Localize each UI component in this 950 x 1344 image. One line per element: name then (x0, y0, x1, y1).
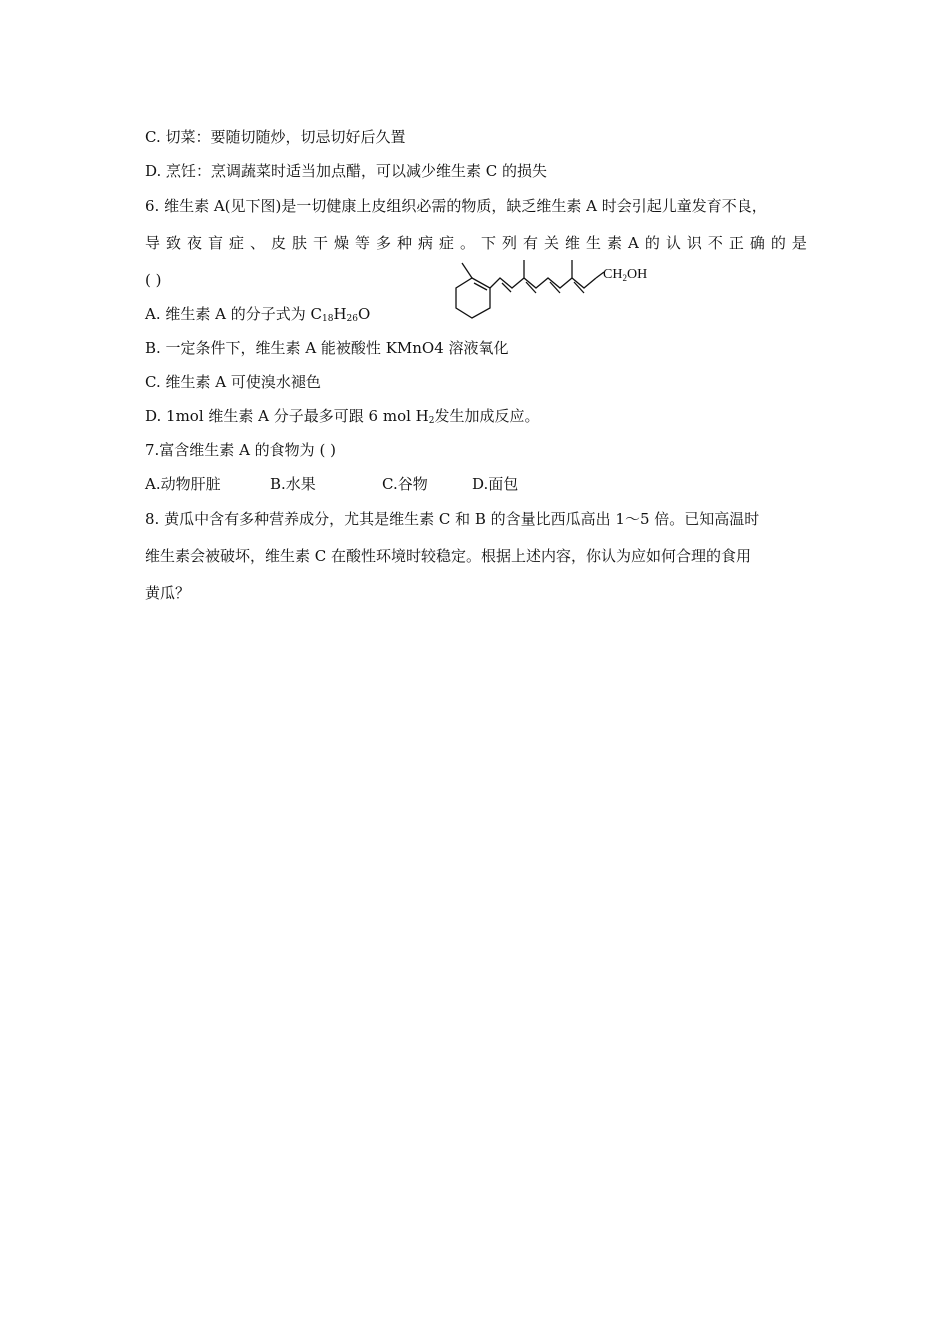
vitamin-a-structure (440, 250, 680, 325)
q6-stem-line2-char: 认 (665, 234, 681, 252)
q6-option-b: B. 一定条件下，维生素 A 能被酸性 KMnO4 溶液氧化 (145, 339, 509, 357)
q8-line2: 维生素会被破坏，维生素 C 在酸性环境时较稳定。根据上述内容，你认为应如何合理的食用 (145, 547, 752, 565)
chain-double-bond-1 (502, 283, 511, 292)
ring-methyl (462, 263, 472, 278)
q6-option-c: C. 维生素 A 可使溴水褪色 (145, 373, 321, 391)
q6-stem-line2-char: 盲 (208, 234, 224, 252)
q6-stem-line2-char: 种 (397, 234, 413, 252)
q5-option-d: D. 烹饪：烹调蔬菜时适当加点醋，可以减少维生素 C 的损失 (145, 162, 548, 180)
q6-stem-line2-char: 皮 (271, 234, 287, 252)
q6-stem-line2-char: 是 (791, 234, 807, 252)
q6-stem-line2-char: 导 (145, 234, 161, 252)
q6-stem-line2-char: 下 (481, 234, 497, 252)
q6-stem-line1: 6. 维生素 A(见下图)是一切健康上皮组织必需的物质，缺乏维生素 A 时会引起儿童发育不良， (145, 197, 767, 215)
q6-stem-line2-char: 不 (707, 234, 723, 252)
q6-option-a: A. 维生素 A 的分子式为 $C_{18}H_{26}O$ (145, 305, 371, 324)
q6-stem-line2-char: 夜 (187, 234, 203, 252)
q6-stem-line2-char: 列 (502, 234, 518, 252)
q7-stem: 7.富含维生素 A 的食物为 ( ) (145, 441, 336, 459)
q6-stem-line2-char: 关 (544, 234, 560, 252)
q6-stem-line2-char: 识 (686, 234, 702, 252)
q6-stem-line2-char: 确 (749, 234, 765, 252)
ch2oh-label: $CH_2OH$ (603, 267, 648, 283)
q7-option-c: C.谷物 (382, 475, 428, 493)
q6-stem-line2-char: 等 (355, 234, 371, 252)
q6-stem-line2-char: 。 (460, 234, 476, 252)
q8-line3: 黄瓜？ (145, 584, 191, 602)
q7-option-b: B.水果 (270, 475, 316, 493)
q6-stem-line2-char: 干 (313, 234, 329, 252)
q8-line1: 8. 黄瓜中含有多种营养成分，尤其是维生素 C 和 B 的含量比西瓜高出 1～5 倍。已知高温时 (145, 510, 760, 528)
q6-stem-line2-char: 多 (376, 234, 392, 252)
q6-stem-line2-char: 、 (250, 234, 266, 252)
q6-stem-line2-char: A (628, 234, 639, 252)
q6-stem-line2-char: 正 (728, 234, 744, 252)
q6-option-d: D. 1mol 维生素 A 分子最多可跟 6 mol $H_2$发生加成反应。 (145, 407, 540, 426)
q6-stem-line2-char: 的 (770, 234, 786, 252)
q6-stem-line2-char: 有 (523, 234, 539, 252)
q6-stem-line2-char: 肤 (292, 234, 308, 252)
q5-option-c: C. 切菜：要随切随炒，切忌切好后久置 (145, 128, 406, 146)
q6-answer-blank: ( ) (145, 271, 162, 289)
q6-stem-line2-char: 的 (644, 234, 660, 252)
q6-stem-line2-char: 致 (166, 234, 182, 252)
q6-stem-line2-char: 生 (586, 234, 602, 252)
q6-stem-line2-char: 素 (607, 234, 623, 252)
q7-option-a: A.动物肝脏 (145, 475, 221, 493)
structure-bonds (456, 260, 604, 318)
ring-double-bond (474, 283, 487, 290)
q6-stem-line2-char: 病 (418, 234, 434, 252)
q6-stem-line2-char: 维 (565, 234, 581, 252)
q7-option-d: D.面包 (472, 475, 519, 493)
q6-stem-line2-char: 症 (229, 234, 245, 252)
q6-stem-line2-char: 燥 (334, 234, 350, 252)
q6-stem-line2-char: 症 (439, 234, 455, 252)
ring (456, 278, 490, 318)
